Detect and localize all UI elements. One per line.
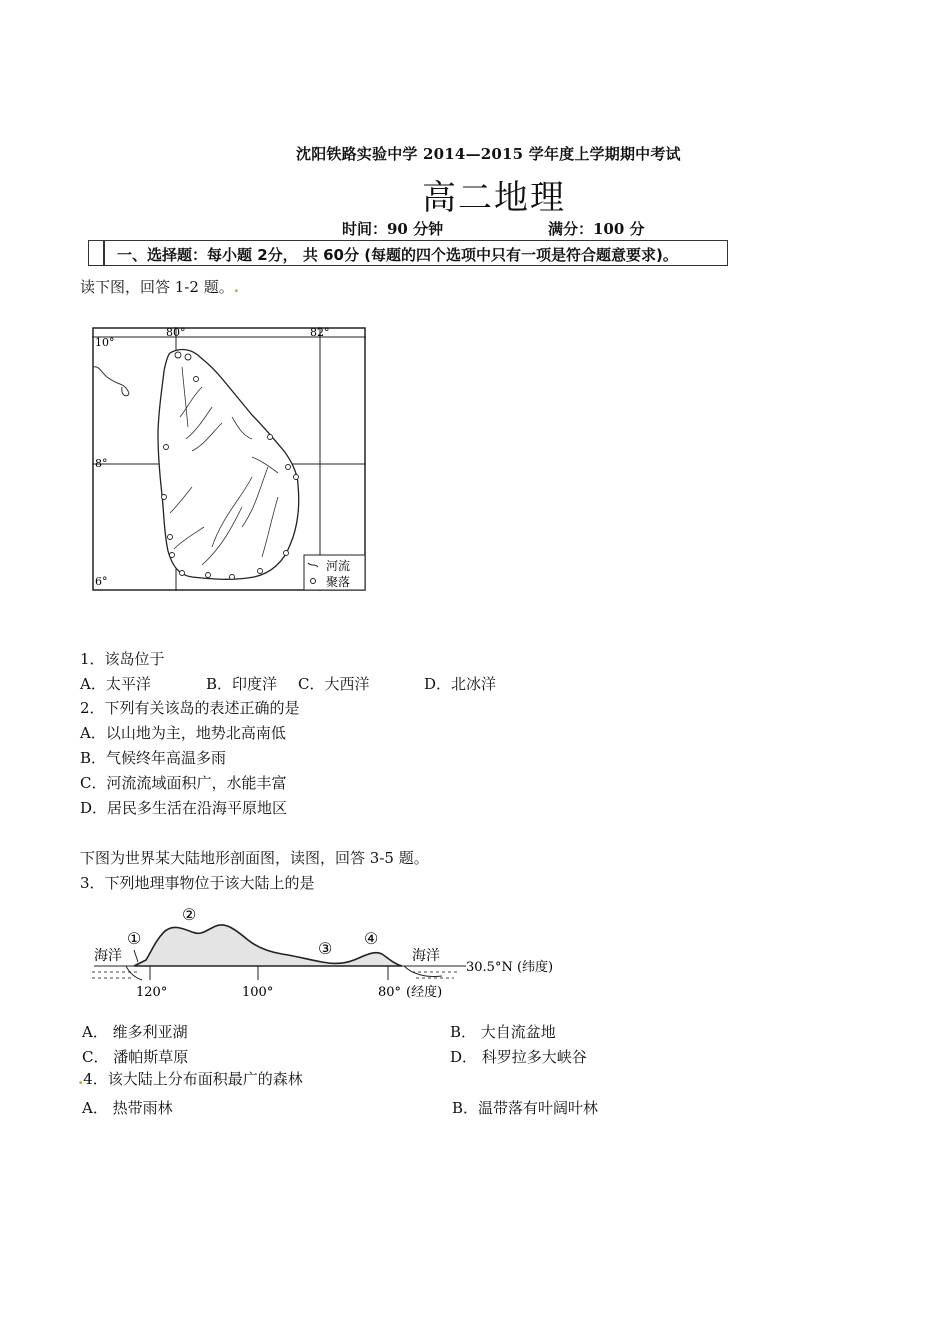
lon-label-80: 80° bbox=[378, 985, 402, 1000]
intro-text: 读下图，回答 1-2 题。 bbox=[80, 278, 234, 296]
q1-option-c[interactable]: C．大西洋 bbox=[298, 675, 370, 693]
marker-2: ② bbox=[182, 905, 197, 924]
subject-title: 高二地理 bbox=[422, 178, 566, 218]
marker-dot: . bbox=[233, 278, 239, 296]
legend-settlement: 聚落 bbox=[326, 575, 351, 589]
school-exam-title: 沈阳铁路实验中学 2014—2015 学年度上学期期中考试 bbox=[296, 145, 681, 163]
q4-stem: 4．该大陆上分布面积最广的森林 bbox=[83, 1070, 303, 1088]
q2-option-a[interactable]: A．以山地为主，地势北高南低 bbox=[80, 724, 286, 742]
q3-option-b[interactable]: B． 大自流盆地 bbox=[450, 1023, 556, 1041]
section-title: 一、选择题：每小题 2分， 共 60分 (每题的四个选项中只有一项是符合题意要求)。 bbox=[117, 246, 678, 264]
q4-option-a[interactable]: A． 热带雨林 bbox=[82, 1099, 173, 1117]
island-map bbox=[92, 327, 368, 593]
q3-stem: 3．下列地理事物位于该大陆上的是 bbox=[80, 874, 315, 892]
intro-q3-5: 下图为世界某大陆地形剖面图，读图，回答 3-5 题。 bbox=[80, 849, 429, 867]
ocean-left-label: 海洋 bbox=[94, 948, 122, 964]
intro-q1-2 bbox=[80, 276, 239, 297]
ocean-pattern bbox=[92, 972, 458, 978]
lon-label-100: 100° bbox=[242, 985, 274, 1000]
exam-score: 满分：100 分 bbox=[548, 220, 645, 238]
q2-option-b[interactable]: B．气候终年高温多雨 bbox=[80, 749, 227, 767]
settlement-legend-icon bbox=[311, 579, 316, 584]
legend-river: 河流 bbox=[326, 559, 351, 573]
q2-option-d[interactable]: D．居民多生活在沿海平原地区 bbox=[80, 799, 288, 817]
section-divider bbox=[103, 241, 105, 265]
q1-option-b[interactable]: B．印度洋 bbox=[206, 675, 278, 693]
q2-option-c[interactable]: C．河流流域面积广，水能丰富 bbox=[80, 774, 287, 792]
terrain-profile-shape bbox=[134, 925, 402, 966]
marker-4: ④ bbox=[364, 929, 379, 948]
q3-option-d[interactable]: D． 科罗拉多大峡谷 bbox=[450, 1048, 587, 1066]
right-shelf bbox=[404, 966, 442, 977]
lat-label-8: 8° bbox=[95, 457, 108, 470]
q3-option-a[interactable]: A． 维多利亚湖 bbox=[82, 1023, 188, 1041]
section-header-box bbox=[88, 240, 728, 266]
marker-1-pointer bbox=[134, 950, 138, 962]
lat-label-10: 10° bbox=[95, 336, 115, 349]
lon-label-82: 82° bbox=[310, 327, 330, 339]
q4-option-b[interactable]: B．温带落有叶阔叶林 bbox=[452, 1099, 599, 1117]
lat-label-6: 6° bbox=[95, 575, 108, 588]
q3-option-c[interactable]: C． 潘帕斯草原 bbox=[82, 1048, 189, 1066]
q1-stem: 1．该岛位于 bbox=[80, 650, 165, 668]
lon-unit-label: (经度) bbox=[406, 985, 443, 1000]
marker-3: ③ bbox=[318, 939, 333, 958]
marker-1: ① bbox=[127, 929, 142, 948]
ocean-right-label: 海洋 bbox=[412, 948, 440, 964]
lon-label-80: 80° bbox=[166, 327, 186, 339]
q4-stem-row bbox=[78, 1068, 303, 1089]
q1-option-d[interactable]: D．北冰洋 bbox=[424, 675, 497, 693]
q1-option-a[interactable]: A．太平洋 bbox=[80, 675, 151, 693]
marker-dot: . bbox=[78, 1070, 84, 1088]
terrain-profile bbox=[86, 900, 566, 1004]
exam-time: 时间：90 分钟 bbox=[342, 220, 444, 238]
latitude-label: 30.5°N (纬度) bbox=[466, 960, 554, 975]
q2-stem: 2．下列有关该岛的表述正确的是 bbox=[80, 699, 300, 717]
lon-label-120: 120° bbox=[136, 985, 168, 1000]
